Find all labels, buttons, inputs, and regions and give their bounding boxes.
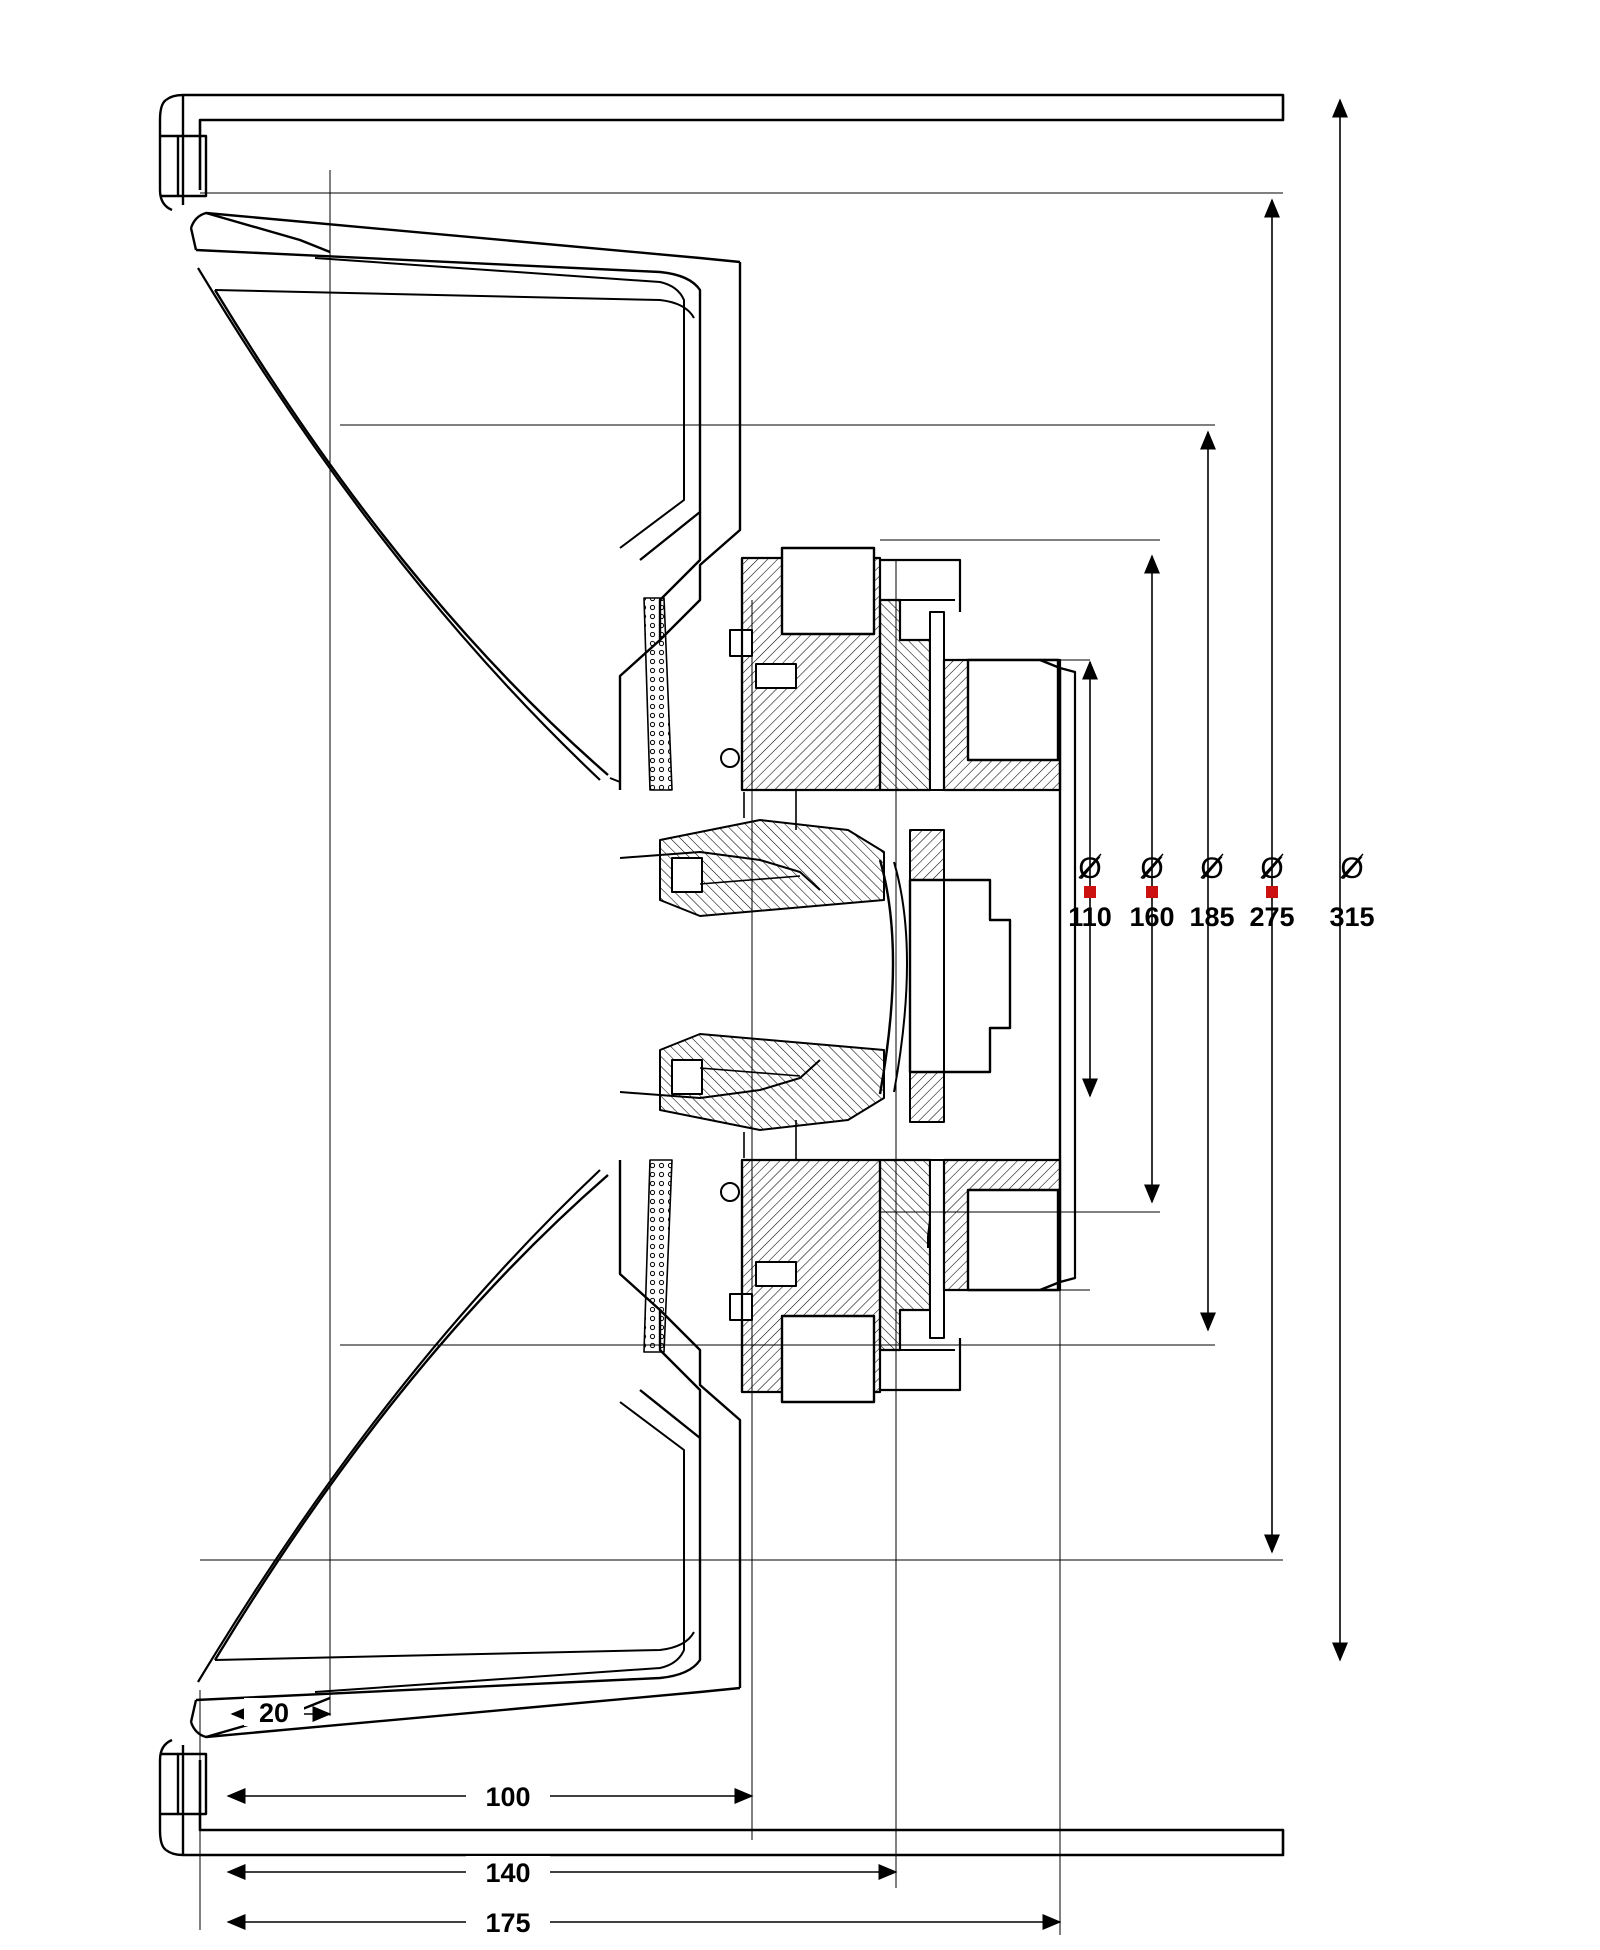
marker-tick-160 — [1146, 886, 1158, 898]
diameter-value-160: 160 — [1129, 902, 1175, 932]
diameter-value-315: 315 — [1329, 902, 1375, 932]
depth-value-100: 100 — [485, 1782, 531, 1812]
diameter-symbol-185: Ø — [1200, 852, 1224, 885]
diameter-value-110: 110 — [1068, 902, 1112, 932]
diameter-symbol-275: Ø — [1260, 852, 1284, 885]
diameter-symbol-160: Ø — [1140, 852, 1164, 885]
diameter-symbol-110: Ø — [1078, 852, 1102, 885]
marker-tick-275 — [1266, 886, 1278, 898]
depth-value-20: 20 — [258, 1698, 290, 1728]
diameter-value-185: 185 — [1189, 902, 1235, 932]
depth-value-175: 175 — [485, 1908, 531, 1938]
diameter-value-275: 275 — [1249, 902, 1295, 932]
diameter-symbol-315: Ø — [1340, 852, 1364, 885]
marker-tick-110 — [1084, 886, 1096, 898]
depth-value-140: 140 — [485, 1858, 531, 1888]
